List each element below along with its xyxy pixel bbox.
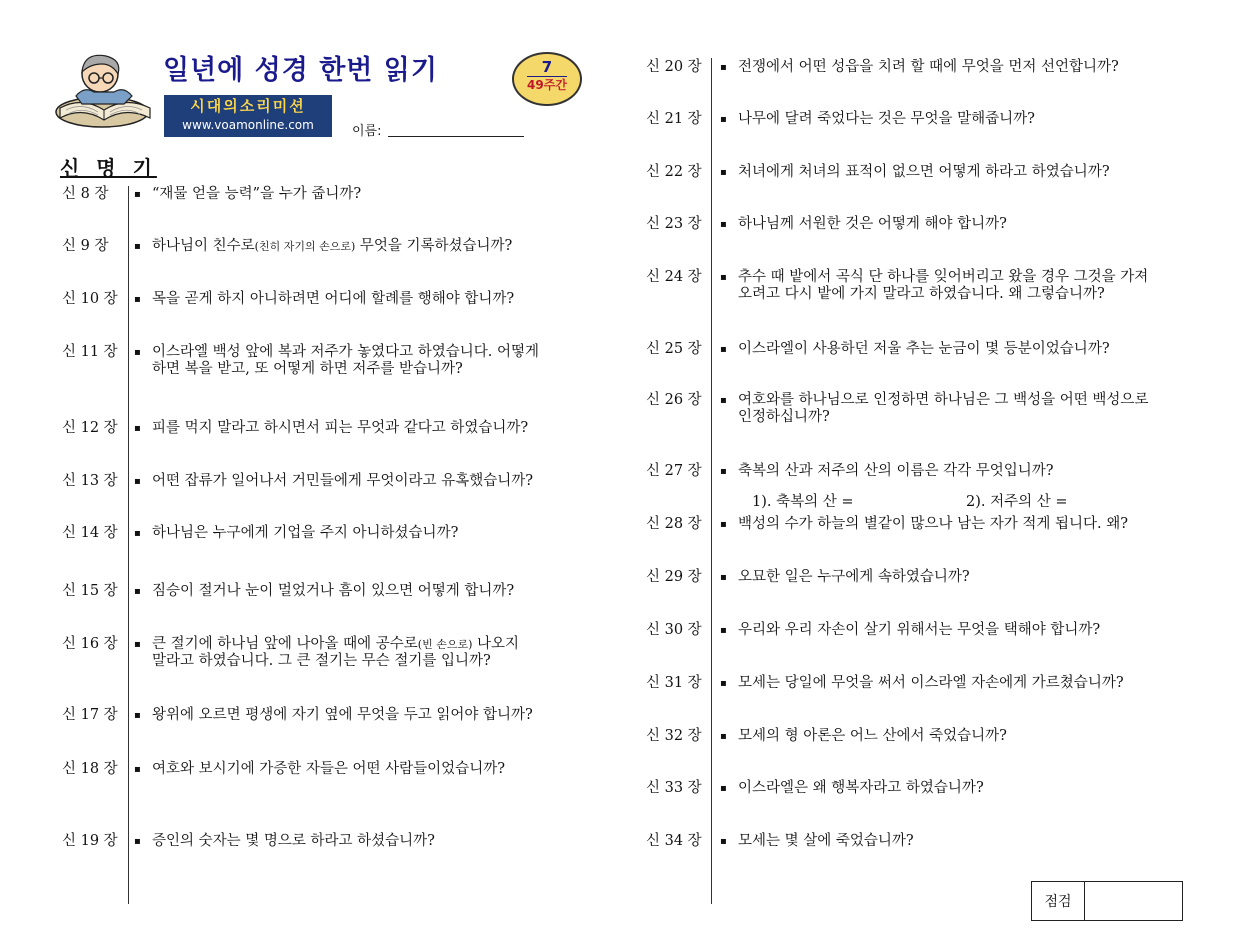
bullet-icon: ▪ <box>720 272 727 283</box>
week-badge <box>512 52 582 106</box>
question-item <box>646 463 1191 480</box>
bullet-icon: ▪ <box>720 395 727 406</box>
question-text: 오묘한 일은 누구에게 속하였습니까? <box>738 569 970 585</box>
question-item <box>646 675 1191 692</box>
question-text: 큰 절기에 하나님 앞에 나아올 때에 공수로(빈 손으로) 나오지 <box>152 636 520 652</box>
reading-person-illustration <box>54 52 158 130</box>
question-text: 모세의 형 아론은 어느 산에서 죽었습니까? <box>738 728 1007 744</box>
badge-week: 49주간 <box>527 78 567 92</box>
question-text: 이스라엘은 왜 행복자라고 하였습니까? <box>738 780 984 796</box>
chapter-ref: 신 32 장 <box>646 728 702 744</box>
bullet-icon: ▪ <box>134 347 141 358</box>
chapter-ref: 신 12 장 <box>62 420 118 436</box>
chapter-ref: 신 28 장 <box>646 516 702 532</box>
chapter-ref: 신 8 장 <box>62 186 109 202</box>
chapter-ref: 신 13 장 <box>62 473 118 489</box>
bullet-icon: ▪ <box>720 114 727 125</box>
chapter-ref: 신 23 장 <box>646 216 702 232</box>
chapter-ref: 신 19 장 <box>62 833 118 849</box>
question-text: 하나님은 누구에게 기업을 주지 아니하셨습니까? <box>152 525 459 541</box>
question-text: 하나님께 서원한 것은 어떻게 해야 합니까? <box>738 216 1007 232</box>
check-label: 점검 <box>1032 882 1085 920</box>
question-text: 하나님이 친수로(친히 자기의 손으로) 무엇을 기록하셨습니까? <box>152 238 513 254</box>
bullet-icon: ▪ <box>134 764 141 775</box>
bullet-icon: ▪ <box>720 678 727 689</box>
chapter-ref: 신 20 장 <box>646 59 702 75</box>
question-text: 나무에 달려 죽었다는 것은 무엇을 말해줍니까? <box>738 111 1035 127</box>
bullet-icon: ▪ <box>134 476 141 487</box>
bullet-icon: ▪ <box>720 167 727 178</box>
page-title: 일년에 성경 한번 읽기 <box>163 55 438 86</box>
curse-mountain-label: 2). 저주의 산 = <box>966 494 1068 510</box>
question-item <box>62 833 617 850</box>
question-text: 이스라엘이 사용하던 저울 추는 눈금이 몇 등분이었습니까? <box>738 341 1110 357</box>
bullet-icon: ▪ <box>720 731 727 742</box>
chapter-ref: 신 29 장 <box>646 569 702 585</box>
question-text: “재물 얻을 능력”을 누가 줍니까? <box>152 186 362 202</box>
question-text: 하면 복을 받고, 또 어떻게 하면 저주를 받습니까? <box>152 361 463 377</box>
bullet-icon: ▪ <box>720 572 727 583</box>
question-text: 백성의 수가 하늘의 별같이 많으나 남는 자가 적게 됩니다. 왜? <box>738 516 1129 532</box>
question-item <box>62 473 617 490</box>
bullet-icon: ▪ <box>134 586 141 597</box>
question-item <box>62 707 617 724</box>
question-text: 말라고 하였습니다. 그 큰 절기는 무슨 절기를 입니까? <box>152 653 491 669</box>
question-text: 왕위에 오르면 평생에 자기 옆에 무엇을 두고 읽어야 합니까? <box>152 707 533 723</box>
question-item <box>646 516 1191 533</box>
bullet-icon: ▪ <box>134 836 141 847</box>
question-item <box>646 833 1191 850</box>
question-text: 증인의 숫자는 몇 명으로 하라고 하셨습니까? <box>152 833 435 849</box>
question-text: 여호와 보시기에 가증한 자들은 어떤 사람들이었습니까? <box>152 761 505 777</box>
badge-number: 7 <box>541 58 553 76</box>
chapter-ref: 신 25 장 <box>646 341 702 357</box>
question-text: 전쟁에서 어떤 성읍을 치려 할 때에 무엇을 먼저 선언합니까? <box>738 59 1119 75</box>
chapter-ref: 신 26 장 <box>646 392 702 408</box>
question-text: 모세는 몇 살에 죽었습니까? <box>738 833 914 849</box>
blessing-mountain-label: 1). 축복의 산 = <box>752 494 854 510</box>
bullet-icon: ▪ <box>720 836 727 847</box>
name-field[interactable] <box>388 136 524 137</box>
chapter-ref: 신 17 장 <box>62 707 118 723</box>
question-item <box>646 111 1191 128</box>
bullet-icon: ▪ <box>720 219 727 230</box>
question-item <box>646 164 1191 181</box>
bullet-icon: ▪ <box>134 423 141 434</box>
question-item <box>646 269 1191 303</box>
question-text: 추수 때 밭에서 곡식 단 하나를 잊어버리고 왔을 경우 그것을 가져 <box>738 269 1149 285</box>
bullet-icon: ▪ <box>134 189 141 200</box>
question-item <box>646 569 1191 586</box>
brand-logo <box>164 95 332 137</box>
bullet-icon: ▪ <box>134 241 141 252</box>
question-text: 오려고 다시 밭에 가지 말라고 하였습니다. 왜 그렇습니까? <box>738 286 1105 302</box>
chapter-ref: 신 18 장 <box>62 761 118 777</box>
badge-divider <box>527 76 567 77</box>
check-box <box>1031 881 1183 921</box>
question-item <box>646 728 1191 745</box>
bullet-icon: ▪ <box>720 625 727 636</box>
chapter-ref: 신 33 장 <box>646 780 702 796</box>
question-item <box>62 636 617 670</box>
question-text: 이스라엘 백성 앞에 복과 저주가 놓였다고 하였습니다. 어떻게 <box>152 344 540 360</box>
bullet-icon: ▪ <box>720 783 727 794</box>
book-heading: 신 명 기 <box>60 156 157 180</box>
bullet-icon: ▪ <box>720 519 727 530</box>
question-text: 목을 곧게 하지 아니하려면 어디에 할례를 행해야 합니까? <box>152 291 515 307</box>
question-item <box>646 392 1191 426</box>
question-item <box>62 583 617 600</box>
right-divider <box>711 58 712 904</box>
question-item <box>646 622 1191 639</box>
chapter-ref: 신 15 장 <box>62 583 118 599</box>
question-text: 축복의 산과 저주의 산의 이름은 각각 무엇입니까? <box>738 463 1054 479</box>
bullet-icon: ▪ <box>134 710 141 721</box>
check-field[interactable] <box>1085 882 1182 920</box>
question-text: 모세는 당일에 무엇을 써서 이스라엘 자손에게 가르쳤습니까? <box>738 675 1124 691</box>
question-text: 어떤 잡류가 일어나서 거민들에게 무엇이라고 유혹했습니까? <box>152 473 533 489</box>
question-item <box>646 780 1191 797</box>
question-item <box>646 341 1191 358</box>
name-label: 이름: <box>352 124 382 139</box>
question-text: 여호와를 하나님으로 인정하면 하나님은 그 백성을 어떤 백성으로 <box>738 392 1149 408</box>
chapter-ref: 신 14 장 <box>62 525 118 541</box>
question-item <box>646 59 1191 76</box>
brand-url: www.voamonline.com <box>182 118 314 132</box>
chapter-ref: 신 34 장 <box>646 833 702 849</box>
question-item <box>62 420 617 437</box>
chapter-ref: 신 11 장 <box>62 344 118 360</box>
question-text: 우리와 우리 자손이 살기 위해서는 무엇을 택해야 합니까? <box>738 622 1101 638</box>
question-text: 피를 먹지 말라고 하시면서 피는 무엇과 같다고 하였습니까? <box>152 420 529 436</box>
chapter-ref: 신 27 장 <box>646 463 702 479</box>
chapter-ref: 신 10 장 <box>62 291 118 307</box>
bullet-icon: ▪ <box>720 62 727 73</box>
chapter-ref: 신 9 장 <box>62 238 109 254</box>
bullet-icon: ▪ <box>720 344 727 355</box>
chapter-ref: 신 21 장 <box>646 111 702 127</box>
question-item <box>62 186 617 203</box>
bullet-icon: ▪ <box>134 528 141 539</box>
question-text: 짐승이 절거나 눈이 멀었거나 흠이 있으면 어떻게 합니까? <box>152 583 515 599</box>
bullet-icon: ▪ <box>720 466 727 477</box>
question-item <box>62 344 617 378</box>
bullet-icon: ▪ <box>134 294 141 305</box>
question-item <box>62 525 617 542</box>
question-item <box>62 761 617 778</box>
brand-org: 시대의소리미션 <box>190 97 306 115</box>
chapter-ref: 신 24 장 <box>646 269 702 285</box>
chapter-ref: 신 16 장 <box>62 636 118 652</box>
chapter-ref: 신 31 장 <box>646 675 702 691</box>
bullet-icon: ▪ <box>134 639 141 650</box>
question-item <box>62 291 617 308</box>
question-text: 처녀에게 처녀의 표적이 없으면 어떻게 하라고 하였습니까? <box>738 164 1110 180</box>
chapter-ref: 신 30 장 <box>646 622 702 638</box>
question-item <box>646 216 1191 233</box>
question-text: 인정하십니까? <box>738 409 830 425</box>
question-item <box>62 238 617 255</box>
chapter-ref: 신 22 장 <box>646 164 702 180</box>
